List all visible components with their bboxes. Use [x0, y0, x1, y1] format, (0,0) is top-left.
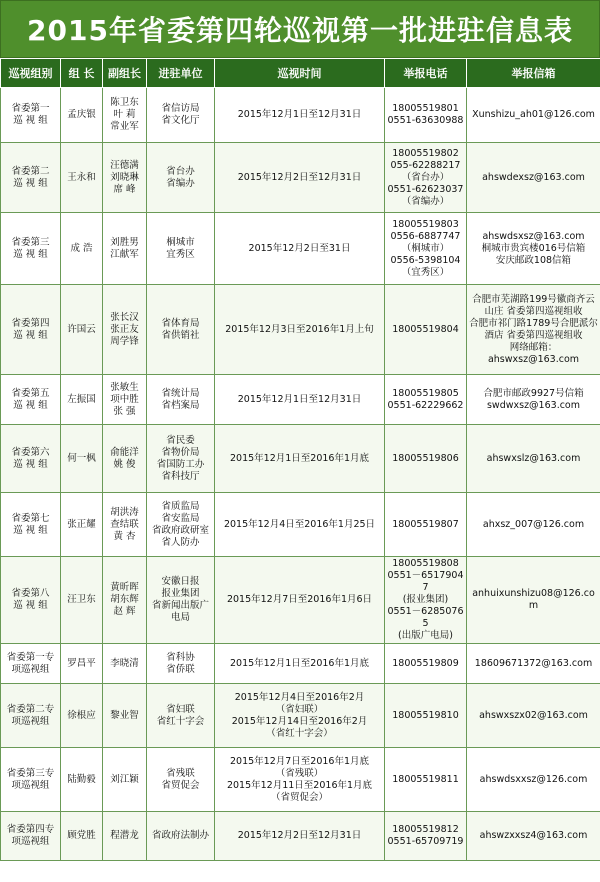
table-row: [1, 213, 600, 285]
col-header-deputy: 副组长: [103, 59, 147, 88]
col-header-time: 巡视时间: [215, 59, 385, 88]
cell-deputy: 张敏生 项中胜 张 强: [103, 375, 147, 425]
cell-phone: 18005519811: [385, 748, 467, 812]
table-row: [1, 748, 600, 812]
cell-group: 省委第四专 项巡视组: [1, 812, 61, 861]
cell-mail: ahswxszx02@163.com: [467, 684, 600, 748]
cell-mail: ahswdsxsz@163.com 桐城市贵宾楼016号信箱 安庆邮政108信箱: [467, 213, 600, 285]
cell-leader: 左振国: [61, 375, 103, 425]
cell-time: 2015年12月1日至2016年1月底: [215, 644, 385, 684]
table-row: [1, 143, 600, 213]
title-bar: [0, 0, 600, 58]
cell-deputy: 俞能洋 姚 俊: [103, 425, 147, 493]
cell-mail: ahswxslz@163.com: [467, 425, 600, 493]
table-row: [1, 644, 600, 684]
cell-deputy: 黄昕晖 胡东辉 赵 辉: [103, 557, 147, 644]
cell-mail: ahxsz_007@126.com: [467, 493, 600, 557]
col-header-leader: 组 长: [61, 59, 103, 88]
cell-phone: 18005519801 0551-63630988: [385, 88, 467, 143]
cell-mail: anhuixunshizu08@126.com: [467, 557, 600, 644]
cell-phone: 18005519802 055-62288217 （省台办） 0551-62623037 （省编办）: [385, 143, 467, 213]
cell-time: 2015年12月2日至12月31日: [215, 812, 385, 861]
cell-deputy: 胡洪涛 查结联 黄 杏: [103, 493, 147, 557]
table-row: [1, 375, 600, 425]
table-row: [1, 684, 600, 748]
cell-leader: 陆勤毅: [61, 748, 103, 812]
cell-unit: 省政府法制办: [147, 812, 215, 861]
col-header-group: 巡视组别: [1, 59, 61, 88]
cell-deputy: 程潜龙: [103, 812, 147, 861]
cell-group: 省委第一专 项巡视组: [1, 644, 61, 684]
cell-leader: 汪卫东: [61, 557, 103, 644]
cell-deputy: 汪德满 刘晓琳 席 峰: [103, 143, 147, 213]
cell-group: 省委第二 巡 视 组: [1, 143, 61, 213]
cell-deputy: 张长汉 张正友 周学锋: [103, 285, 147, 375]
cell-time: 2015年12月7日至2016年1月6日: [215, 557, 385, 644]
cell-unit: 省统计局 省档案局: [147, 375, 215, 425]
cell-time: 2015年12月1日至12月31日: [215, 375, 385, 425]
cell-phone: 18005519804: [385, 285, 467, 375]
cell-phone: 18005519807: [385, 493, 467, 557]
cell-phone: 18005519805 0551-62229662: [385, 375, 467, 425]
table-row: [1, 425, 600, 493]
info-table: [0, 58, 600, 861]
cell-time: 2015年12月4日至2016年2月 （省妇联） 2015年12月14日至2016年2月 （省红十字会）: [215, 684, 385, 748]
cell-unit: 省台办 省编办: [147, 143, 215, 213]
col-header-unit: 进驻单位: [147, 59, 215, 88]
cell-group: 省委第六 巡 视 组: [1, 425, 61, 493]
cell-deputy: 刘江颖: [103, 748, 147, 812]
cell-mail: 合肥市邮政9927号信箱 swdwxsz@163.com: [467, 375, 600, 425]
cell-phone: 18005519812 0551-65709719: [385, 812, 467, 861]
table-row: [1, 285, 600, 375]
cell-group: 省委第五 巡 视 组: [1, 375, 61, 425]
page-title: 2015年省委第四轮巡视第一批进驻信息表: [27, 14, 573, 47]
cell-unit: 省科协 省侨联: [147, 644, 215, 684]
cell-deputy: 黎业智: [103, 684, 147, 748]
cell-deputy: 陈卫东 叶 莉 常业军: [103, 88, 147, 143]
cell-phone: 18005519803 0556-6887747 （桐城市） 0556-5398104 （宜秀区）: [385, 213, 467, 285]
cell-leader: 顾党胜: [61, 812, 103, 861]
col-header-phone: 举报电话: [385, 59, 467, 88]
cell-time: 2015年12月3日至2016年1月上旬: [215, 285, 385, 375]
table-row: [1, 493, 600, 557]
cell-group: 省委第七 巡 视 组: [1, 493, 61, 557]
col-header-mail: 举报信箱: [467, 59, 600, 88]
cell-leader: 孟庆银: [61, 88, 103, 143]
cell-unit: 省民委 省物价局 省国防工办 省科技厅: [147, 425, 215, 493]
table-row: [1, 812, 600, 861]
cell-leader: 成 浩: [61, 213, 103, 285]
cell-time: 2015年12月2日至12月31日: [215, 143, 385, 213]
cell-time: 2015年12月1日至12月31日: [215, 88, 385, 143]
cell-time: 2015年12月7日至2016年1月底 （省残联） 2015年12月11日至2016年1月底 （省贸促会）: [215, 748, 385, 812]
cell-mail: ahswzxxsz4@163.com: [467, 812, 600, 861]
cell-leader: 张正耀: [61, 493, 103, 557]
cell-group: 省委第一 巡 视 组: [1, 88, 61, 143]
cell-mail: 合肥市芜湖路199号徽商齐云山庄 省委第四巡视组收 合肥市祁门路1789号合肥派尔酒店 省委第四巡视组收 网络邮箱： ahswxsz@163.com: [467, 285, 600, 375]
cell-mail: ahswdexsz@163.com: [467, 143, 600, 213]
cell-leader: 徐根应: [61, 684, 103, 748]
cell-phone: 18005519808 0551－65179047 (报业集团) 0551－62850765 (出版广电局): [385, 557, 467, 644]
cell-unit: 桐城市 宜秀区: [147, 213, 215, 285]
cell-unit: 省信访局 省文化厅: [147, 88, 215, 143]
cell-group: 省委第八 巡 视 组: [1, 557, 61, 644]
cell-unit: 安徽日报 报业集团 省新闻出版广 电局: [147, 557, 215, 644]
cell-phone: 18005519809: [385, 644, 467, 684]
cell-unit: 省体育局 省供销社: [147, 285, 215, 375]
cell-mail: Xunshizu_ah01@126.com: [467, 88, 600, 143]
cell-group: 省委第二专 项巡视组: [1, 684, 61, 748]
cell-deputy: 刘胜男 江献军: [103, 213, 147, 285]
cell-mail: ahswdsxxsz@126.com: [467, 748, 600, 812]
cell-group: 省委第三 巡 视 组: [1, 213, 61, 285]
cell-unit: 省妇联 省红十字会: [147, 684, 215, 748]
cell-leader: 王永和: [61, 143, 103, 213]
table-header-row: [1, 59, 600, 88]
cell-leader: 罗昌平: [61, 644, 103, 684]
cell-phone: 18005519810: [385, 684, 467, 748]
cell-unit: 省质监局 省安监局 省政府政研室 省人防办: [147, 493, 215, 557]
cell-phone: 18005519806: [385, 425, 467, 493]
table-row: [1, 88, 600, 143]
cell-time: 2015年12月2日至31日: [215, 213, 385, 285]
cell-leader: 何一枫: [61, 425, 103, 493]
cell-group: 省委第三专 项巡视组: [1, 748, 61, 812]
cell-group: 省委第四 巡 视 组: [1, 285, 61, 375]
table-row: [1, 557, 600, 644]
cell-time: 2015年12月4日至2016年1月25日: [215, 493, 385, 557]
cell-unit: 省残联 省贸促会: [147, 748, 215, 812]
cell-mail: 18609671372@163.com: [467, 644, 600, 684]
cell-time: 2015年12月1日至2016年1月底: [215, 425, 385, 493]
cell-deputy: 李晓清: [103, 644, 147, 684]
cell-leader: 许国云: [61, 285, 103, 375]
